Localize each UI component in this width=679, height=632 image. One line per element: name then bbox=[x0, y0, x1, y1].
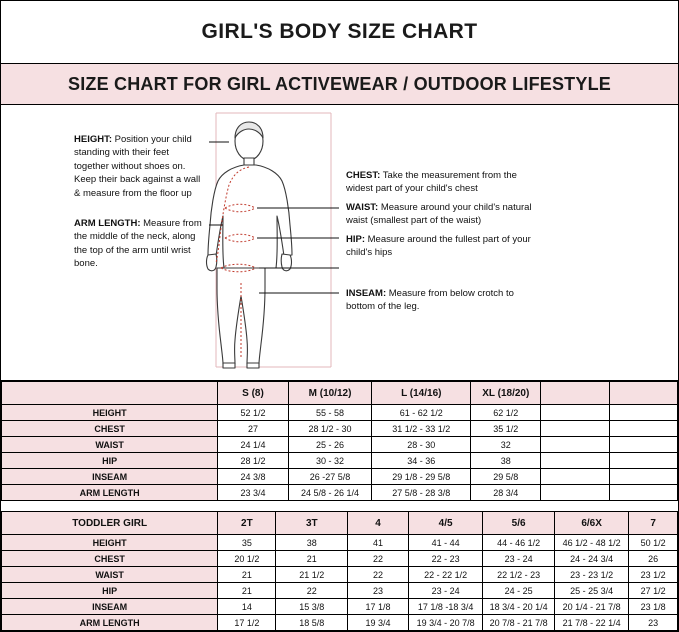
table-row bbox=[2, 453, 678, 469]
table-cell: 27 5/8 - 28 3/8 bbox=[372, 485, 471, 501]
table-cell: 26 bbox=[629, 551, 678, 567]
table-cell: 62 1/2 bbox=[471, 405, 541, 421]
column-header: TODDLER GIRL bbox=[2, 512, 218, 535]
table-cell: 24 - 24 3/4 bbox=[554, 551, 628, 567]
table-cell: 61 - 62 1/2 bbox=[372, 405, 471, 421]
table-cell: 21 1/2 bbox=[276, 567, 348, 583]
table-cell: 25 - 26 bbox=[288, 437, 372, 453]
table-cell bbox=[609, 437, 677, 453]
table-cell bbox=[609, 405, 677, 421]
table-cell: 35 1/2 bbox=[471, 421, 541, 437]
table-cell: 21 7/8 - 22 1/4 bbox=[554, 615, 628, 631]
table-cell: 17 1/2 bbox=[218, 615, 276, 631]
table-row bbox=[2, 535, 678, 551]
table-cell bbox=[609, 485, 677, 501]
table-cell: 27 1/2 bbox=[629, 583, 678, 599]
table-row bbox=[2, 567, 678, 583]
table-cell: 27 bbox=[218, 421, 288, 437]
table-cell: 46 1/2 - 48 1/2 bbox=[554, 535, 628, 551]
table-row bbox=[2, 615, 678, 631]
table-cell bbox=[609, 453, 677, 469]
table-cell: 19 3/4 - 20 7/8 bbox=[408, 615, 482, 631]
column-header: 2T bbox=[218, 512, 276, 535]
table-cell: 28 1/2 - 30 bbox=[288, 421, 372, 437]
table-cell: 23 1/2 bbox=[629, 567, 678, 583]
callout-arm-length bbox=[74, 217, 206, 271]
table-row bbox=[2, 437, 678, 453]
table-cell: 23 bbox=[348, 583, 409, 599]
column-header: XL (18/20) bbox=[471, 382, 541, 405]
table-row bbox=[2, 469, 678, 485]
table-cell: 23 - 24 bbox=[408, 583, 482, 599]
table-cell: 29 5/8 bbox=[471, 469, 541, 485]
callout-height-text: Position your child standing with their feet together without shoes on. Keep their back against a wall & measure from the floor up bbox=[74, 134, 201, 199]
table-cell: 55 - 58 bbox=[288, 405, 372, 421]
table-row bbox=[2, 485, 678, 501]
subtitle: SIZE CHART FOR GIRL ACTIVEWEAR / OUTDOOR LIFESTYLE bbox=[67, 73, 611, 94]
column-header bbox=[541, 382, 609, 405]
callout-height bbox=[74, 133, 204, 200]
column-header: 5/6 bbox=[483, 512, 555, 535]
callout-chest-text: Take the measurement from the widest part of your child's chest bbox=[346, 170, 517, 195]
subtitle-bar bbox=[1, 64, 678, 105]
table-cell: 38 bbox=[471, 453, 541, 469]
table-cell: 34 - 36 bbox=[372, 453, 471, 469]
table-cell: 21 bbox=[218, 567, 276, 583]
table-cell: 21 bbox=[276, 551, 348, 567]
callout-arm-length-label: ARM LENGTH: bbox=[74, 218, 141, 229]
table-row bbox=[2, 583, 678, 599]
column-header: 4/5 bbox=[408, 512, 482, 535]
row-label: CHEST bbox=[2, 421, 218, 437]
row-label: INSEAM bbox=[2, 469, 218, 485]
row-label: ARM LENGTH bbox=[2, 615, 218, 631]
table-cell bbox=[541, 469, 609, 485]
table-cell: 38 bbox=[276, 535, 348, 551]
column-header bbox=[609, 382, 677, 405]
table-cell: 35 bbox=[218, 535, 276, 551]
callout-height-label: HEIGHT: bbox=[74, 134, 112, 145]
table-row bbox=[2, 405, 678, 421]
table-cell: 23 - 23 1/2 bbox=[554, 567, 628, 583]
table-cell: 28 3/4 bbox=[471, 485, 541, 501]
table-cell bbox=[541, 421, 609, 437]
column-header bbox=[2, 382, 218, 405]
table-header-row bbox=[2, 382, 678, 405]
column-header: M (10/12) bbox=[288, 382, 372, 405]
table-cell: 22 bbox=[276, 583, 348, 599]
table-cell: 22 bbox=[348, 567, 409, 583]
table-cell: 22 bbox=[348, 551, 409, 567]
column-header: 6/6X bbox=[554, 512, 628, 535]
table-cell bbox=[541, 437, 609, 453]
table-cell bbox=[609, 421, 677, 437]
table-cell: 23 3/4 bbox=[218, 485, 288, 501]
callout-inseam bbox=[346, 287, 531, 314]
row-label: HIP bbox=[2, 583, 218, 599]
girl-size-table-wrapper bbox=[1, 381, 678, 501]
table-cell: 26 -27 5/8 bbox=[288, 469, 372, 485]
row-label: WAIST bbox=[2, 437, 218, 453]
table-cell: 22 1/2 - 23 bbox=[483, 567, 555, 583]
table-cell: 24 3/8 bbox=[218, 469, 288, 485]
callout-inseam-text: Measure from below crotch to bottom of the leg. bbox=[346, 288, 514, 313]
table-cell bbox=[541, 485, 609, 501]
callout-hip bbox=[346, 233, 531, 260]
table-cell: 41 bbox=[348, 535, 409, 551]
table-separator bbox=[1, 501, 678, 511]
callout-hip-label: HIP: bbox=[346, 234, 365, 245]
table-cell: 20 1/4 - 21 7/8 bbox=[554, 599, 628, 615]
table-cell: 19 3/4 bbox=[348, 615, 409, 631]
table-cell: 22 - 22 1/2 bbox=[408, 567, 482, 583]
table-cell: 20 7/8 - 21 7/8 bbox=[483, 615, 555, 631]
table-cell: 14 bbox=[218, 599, 276, 615]
table-cell: 22 - 23 bbox=[408, 551, 482, 567]
table-cell: 50 1/2 bbox=[629, 535, 678, 551]
table-cell: 44 - 46 1/2 bbox=[483, 535, 555, 551]
table-cell: 23 bbox=[629, 615, 678, 631]
toddler-size-table bbox=[1, 511, 678, 631]
girl-size-table bbox=[1, 381, 678, 501]
toddler-size-table-wrapper bbox=[1, 511, 678, 631]
column-header: 4 bbox=[348, 512, 409, 535]
table-row bbox=[2, 421, 678, 437]
callout-waist bbox=[346, 201, 541, 228]
row-label: ARM LENGTH bbox=[2, 485, 218, 501]
table-cell: 23 1/8 bbox=[629, 599, 678, 615]
table-cell: 24 - 25 bbox=[483, 583, 555, 599]
page-title: GIRL'S BODY SIZE CHART bbox=[201, 20, 478, 43]
table-cell: 52 1/2 bbox=[218, 405, 288, 421]
table-cell: 28 1/2 bbox=[218, 453, 288, 469]
table-cell: 24 1/4 bbox=[218, 437, 288, 453]
page-title-bar bbox=[1, 1, 678, 64]
table-cell: 17 1/8 -18 3/4 bbox=[408, 599, 482, 615]
column-header: 3T bbox=[276, 512, 348, 535]
table-cell: 31 1/2 - 33 1/2 bbox=[372, 421, 471, 437]
table-cell: 28 - 30 bbox=[372, 437, 471, 453]
table-row bbox=[2, 551, 678, 567]
table-cell: 23 - 24 bbox=[483, 551, 555, 567]
table-cell bbox=[541, 453, 609, 469]
table-row bbox=[2, 599, 678, 615]
table-cell bbox=[541, 405, 609, 421]
row-label: HEIGHT bbox=[2, 405, 218, 421]
table-cell: 30 - 32 bbox=[288, 453, 372, 469]
row-label: WAIST bbox=[2, 567, 218, 583]
callout-chest-label: CHEST: bbox=[346, 170, 381, 181]
table-cell: 29 1/8 - 29 5/8 bbox=[372, 469, 471, 485]
callout-arm-length-text: Measure from the middle of the neck, along the top of the arm until wrist bone. bbox=[74, 218, 202, 270]
table-cell: 15 3/8 bbox=[276, 599, 348, 615]
table-cell: 24 5/8 - 26 1/4 bbox=[288, 485, 372, 501]
callout-waist-label: WAIST: bbox=[346, 202, 379, 213]
row-label: HEIGHT bbox=[2, 535, 218, 551]
row-label: INSEAM bbox=[2, 599, 218, 615]
table-cell: 41 - 44 bbox=[408, 535, 482, 551]
table-cell: 17 1/8 bbox=[348, 599, 409, 615]
measurement-diagram bbox=[1, 105, 678, 381]
table-cell: 32 bbox=[471, 437, 541, 453]
table-cell: 18 5/8 bbox=[276, 615, 348, 631]
callout-chest bbox=[346, 169, 531, 196]
column-header: 7 bbox=[629, 512, 678, 535]
table-header-row bbox=[2, 512, 678, 535]
table-cell: 18 3/4 - 20 1/4 bbox=[483, 599, 555, 615]
callout-inseam-label: INSEAM: bbox=[346, 288, 387, 299]
callout-hip-text: Measure around the fullest part of your child's hips bbox=[346, 234, 531, 259]
table-cell: 20 1/2 bbox=[218, 551, 276, 567]
table-cell: 25 - 25 3/4 bbox=[554, 583, 628, 599]
row-label: HIP bbox=[2, 453, 218, 469]
table-cell: 21 bbox=[218, 583, 276, 599]
column-header: L (14/16) bbox=[372, 382, 471, 405]
table-cell bbox=[609, 469, 677, 485]
callout-waist-text: Measure around your child's natural waist (smallest part of the waist) bbox=[346, 202, 532, 227]
column-header: S (8) bbox=[218, 382, 288, 405]
row-label: CHEST bbox=[2, 551, 218, 567]
